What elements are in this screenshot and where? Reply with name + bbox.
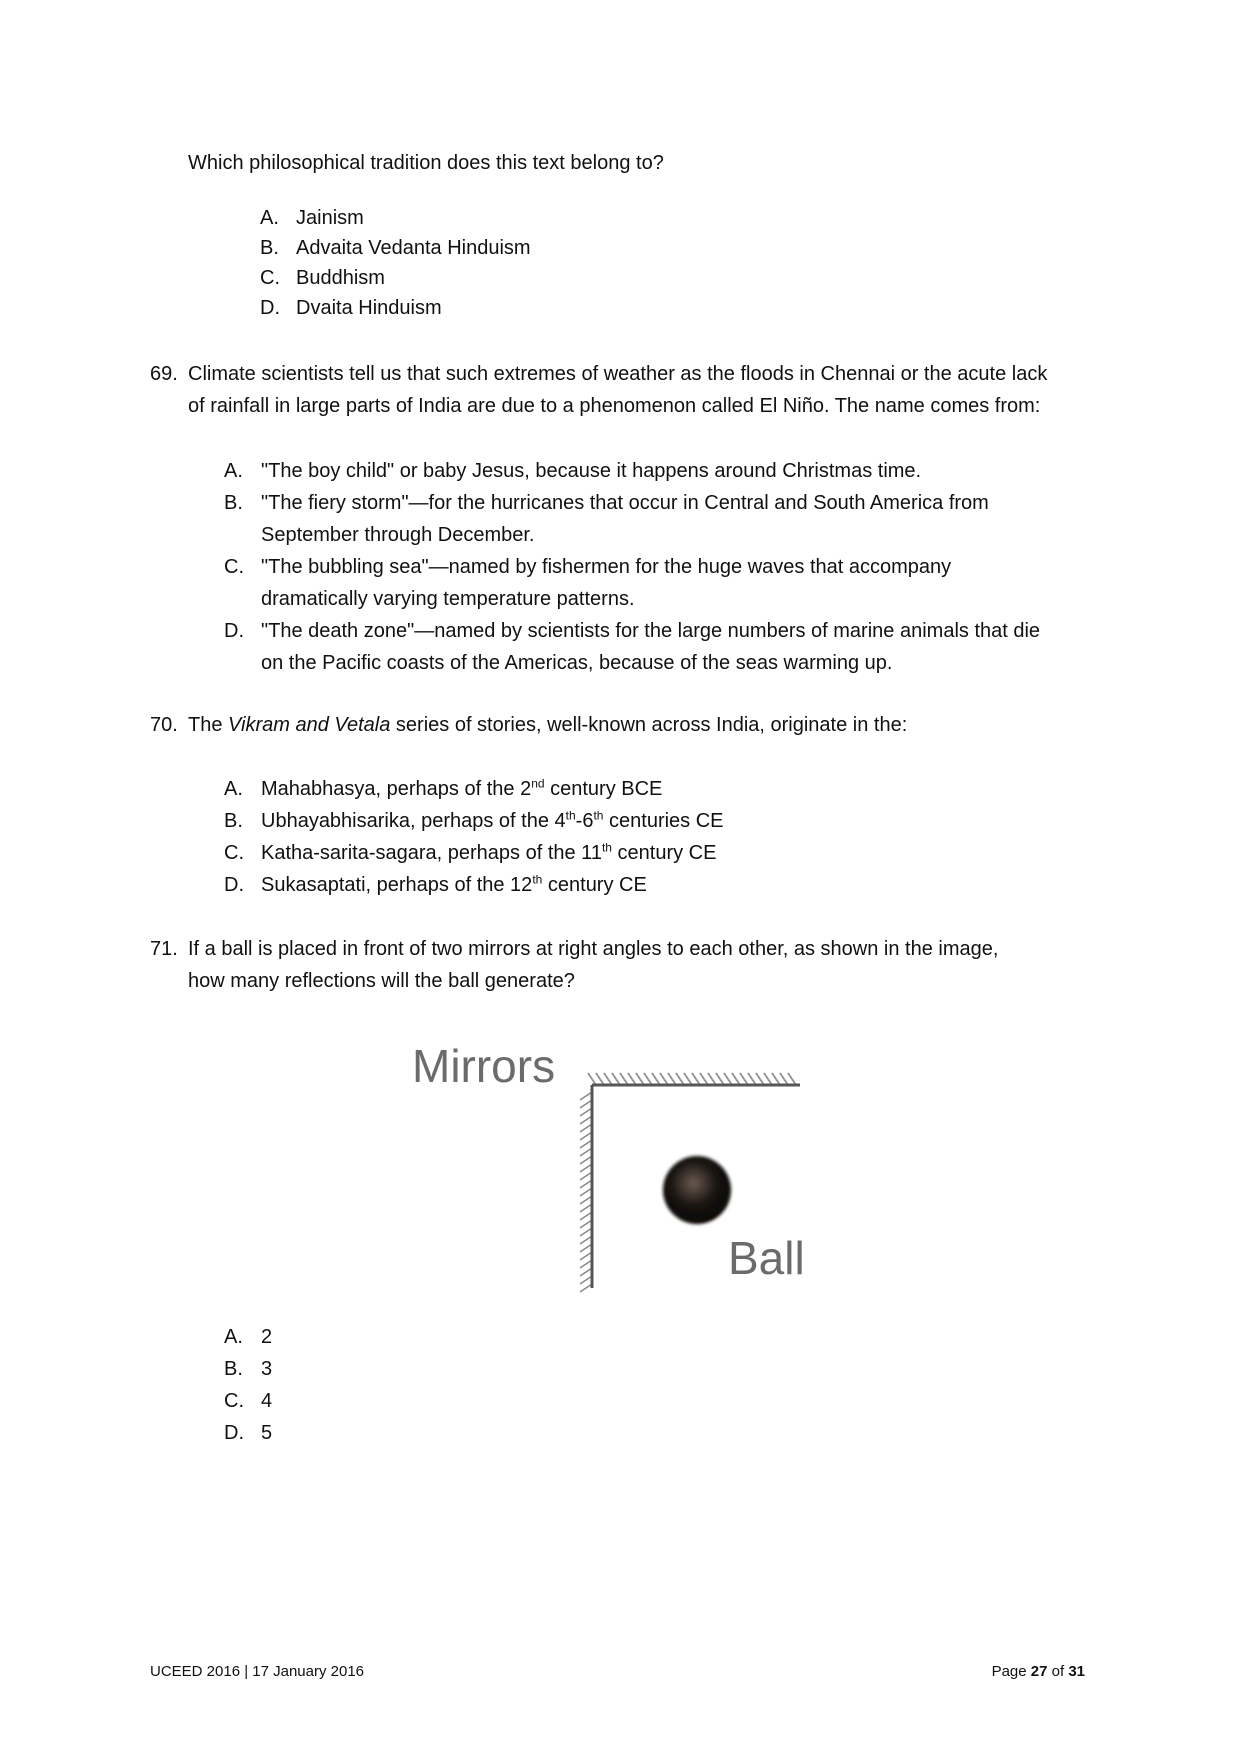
mirror-hatch-mark xyxy=(580,1196,592,1204)
option-text-main: Ubhayabhisarika, perhaps of the 4 xyxy=(261,810,566,832)
footer-page-number xyxy=(992,1662,1085,1682)
q70-option-a xyxy=(224,773,1104,805)
option-label: C. xyxy=(224,1390,244,1412)
q70-option-c xyxy=(224,837,1104,869)
option-label: C. xyxy=(224,842,244,864)
total-pages: 31 xyxy=(1068,1663,1085,1680)
option-text-tail: century CE xyxy=(542,874,647,896)
option-text: Advaita Vedanta Hinduism xyxy=(296,237,531,259)
mirror-hatch-mark xyxy=(724,1073,732,1085)
preface-option-a xyxy=(260,202,1060,234)
horizontal-mirror xyxy=(588,1073,800,1085)
mirror-hatch-mark xyxy=(764,1073,772,1085)
option-text-main: Mahabhasya, perhaps of the 2 xyxy=(261,778,532,800)
option-text xyxy=(261,837,1121,869)
q71-option-b xyxy=(224,1353,424,1385)
mirror-hatch-mark xyxy=(580,1220,592,1228)
option-text: Buddhism xyxy=(296,267,385,289)
option-label: B. xyxy=(224,492,243,514)
option-label: B. xyxy=(224,1358,243,1380)
mirror-hatch-mark xyxy=(676,1073,684,1085)
mirror-hatch-mark xyxy=(596,1073,604,1085)
ordinal-suffix: th xyxy=(532,872,543,887)
option-label: C. xyxy=(260,267,280,289)
option-text-main: Sukasaptati, perhaps of the 12 xyxy=(261,874,533,896)
mirror-hatch-mark xyxy=(580,1092,592,1100)
mirror-hatch-mark xyxy=(580,1116,592,1124)
mirror-hatch-mark xyxy=(644,1073,652,1085)
mirror-hatch-mark xyxy=(628,1073,636,1085)
question-line xyxy=(188,709,1098,741)
question-number: 70. xyxy=(150,714,178,736)
mirror-hatch-mark xyxy=(748,1073,756,1085)
option-text: 4 xyxy=(261,1390,273,1412)
question-number: 71. xyxy=(150,938,178,960)
option-text: Dvaita Hinduism xyxy=(296,297,442,319)
mirror-hatch-mark xyxy=(700,1073,708,1085)
mirrors-figure xyxy=(400,1030,820,1300)
mirror-hatch-mark xyxy=(604,1073,612,1085)
mirror-hatch-mark xyxy=(580,1140,592,1148)
option-label: B. xyxy=(260,237,279,259)
mirror-hatch-mark xyxy=(692,1073,700,1085)
ordinal-suffix: th xyxy=(565,808,576,823)
mirror-hatch-mark xyxy=(588,1073,596,1085)
current-page: 27 xyxy=(1030,1663,1048,1680)
mirror-hatch-mark xyxy=(580,1276,592,1284)
option-label: B. xyxy=(224,810,243,832)
mirror-hatch-mark xyxy=(668,1073,676,1085)
option-text-tail: century BCE xyxy=(544,778,663,800)
option-text: 3 xyxy=(261,1358,273,1380)
q71-option-c xyxy=(224,1385,424,1417)
ball xyxy=(663,1156,731,1224)
mirror-hatch-mark xyxy=(684,1073,692,1085)
option-text: September through December. xyxy=(261,524,535,546)
option-text: Jainism xyxy=(296,207,364,229)
option-text: 2 xyxy=(261,1326,273,1348)
mirror-hatch-mark xyxy=(580,1252,592,1260)
mirror-hatch-mark xyxy=(580,1260,592,1268)
ordinal-suffix: nd xyxy=(531,776,545,791)
mirror-hatch-mark xyxy=(636,1073,644,1085)
preface-question: Which philosophical tradition does this text belong to? xyxy=(188,152,664,174)
option-text xyxy=(261,869,1121,901)
question-suffix: series of stories, well-known across India, originate in the: xyxy=(390,714,908,736)
mirror-hatch-mark xyxy=(580,1180,592,1188)
q69-option-a xyxy=(224,455,1104,487)
mirror-hatch-mark xyxy=(780,1073,788,1085)
mirror-hatch-mark xyxy=(580,1124,592,1132)
mirror-hatch-mark xyxy=(580,1108,592,1116)
story-title: Vikram and Vetala xyxy=(228,714,391,736)
option-text: "The fiery storm"—for the hurricanes that occur in Central and South America from xyxy=(261,492,989,514)
option-text-mid: -6 xyxy=(575,810,594,832)
option-label: D. xyxy=(224,1422,244,1444)
question-number: 69. xyxy=(150,363,178,385)
mirror-hatch-mark xyxy=(580,1156,592,1164)
mirror-hatch-mark xyxy=(660,1073,668,1085)
preface-option-d xyxy=(260,292,1060,324)
option-label: D. xyxy=(224,874,244,896)
ordinal-suffix: th xyxy=(601,840,612,855)
option-text: 5 xyxy=(261,1422,273,1444)
mirror-hatch-mark xyxy=(580,1100,592,1108)
mirror-hatch-mark xyxy=(580,1244,592,1252)
mirror-hatch-mark xyxy=(580,1164,592,1172)
option-text-main: Katha-sarita-sagara, perhaps of the 11 xyxy=(261,842,602,864)
option-label: A. xyxy=(260,207,279,229)
mirror-hatch-mark xyxy=(612,1073,620,1085)
mirror-hatch-mark xyxy=(580,1132,592,1140)
mirror-hatch-mark xyxy=(580,1284,592,1292)
ordinal-suffix: th xyxy=(593,808,604,823)
mirror-hatch-mark xyxy=(788,1073,796,1085)
question-line: If a ball is placed in front of two mirrors at right angles to each other, as shown in the image, xyxy=(188,938,999,960)
option-text: dramatically varying temperature patterns. xyxy=(261,588,635,610)
question-line: Climate scientists tell us that such extremes of weather as the floods in Chennai or the acute lack xyxy=(188,363,1048,385)
of-word: of xyxy=(1047,1663,1069,1680)
option-label: A. xyxy=(224,778,243,800)
question-line: how many reflections will the ball generate? xyxy=(188,970,575,992)
q70-option-b xyxy=(224,805,1104,837)
mirror-hatch-mark xyxy=(580,1148,592,1156)
option-label: A. xyxy=(224,1326,243,1348)
mirror-hatch-mark xyxy=(580,1172,592,1180)
mirrors-label: Mirrors xyxy=(412,1040,556,1092)
mirror-hatch-mark xyxy=(756,1073,764,1085)
mirror-hatch-mark xyxy=(580,1236,592,1244)
mirror-hatch-mark xyxy=(620,1073,628,1085)
option-text: on the Pacific coasts of the Americas, because of the seas warming up. xyxy=(261,652,893,674)
mirror-hatch-mark xyxy=(580,1212,592,1220)
option-text xyxy=(261,773,1121,805)
mirror-hatch-mark xyxy=(580,1268,592,1276)
question-prefix: The xyxy=(188,714,229,736)
q69-option-b xyxy=(224,487,1104,551)
mirror-hatch-mark xyxy=(772,1073,780,1085)
mirror-hatch-mark xyxy=(652,1073,660,1085)
q69-option-c xyxy=(224,551,1104,615)
page-word: Page xyxy=(991,1663,1031,1680)
option-label: C. xyxy=(224,556,244,578)
option-label: D. xyxy=(224,620,244,642)
mirror-hatch-mark xyxy=(716,1073,724,1085)
q71-option-d xyxy=(224,1417,424,1449)
footer-exam-date: UCEED 2016 | 17 January 2016 xyxy=(150,1663,365,1680)
preface-option-c xyxy=(260,262,1060,294)
q69-option-d xyxy=(224,615,1104,679)
option-label: D. xyxy=(260,297,280,319)
mirror-hatch-mark xyxy=(580,1228,592,1236)
option-text: "The death zone"—named by scientists for the large numbers of marine animals that die xyxy=(261,620,1041,642)
option-text: "The boy child" or baby Jesus, because it happens around Christmas time. xyxy=(261,460,922,482)
mirror-hatch-mark xyxy=(580,1188,592,1196)
preface-option-b xyxy=(260,232,1060,264)
option-text xyxy=(261,805,1121,837)
mirror-hatch-mark xyxy=(740,1073,748,1085)
option-text: "The bubbling sea"—named by fishermen for the huge waves that accompany xyxy=(261,556,952,578)
option-text-tail: century CE xyxy=(611,842,717,864)
ball-label: Ball xyxy=(728,1232,805,1284)
vertical-mirror xyxy=(580,1085,592,1292)
mirror-hatch-mark xyxy=(708,1073,716,1085)
q71-option-a xyxy=(224,1321,424,1353)
q70-option-d xyxy=(224,869,1104,901)
question-line: of rainfall in large parts of India are due to a phenomenon called El Niño. The name comes from: xyxy=(188,395,1041,417)
option-label: A. xyxy=(224,460,243,482)
mirror-hatch-mark xyxy=(580,1204,592,1212)
option-text-tail: centuries CE xyxy=(603,810,724,832)
mirror-hatch-mark xyxy=(732,1073,740,1085)
